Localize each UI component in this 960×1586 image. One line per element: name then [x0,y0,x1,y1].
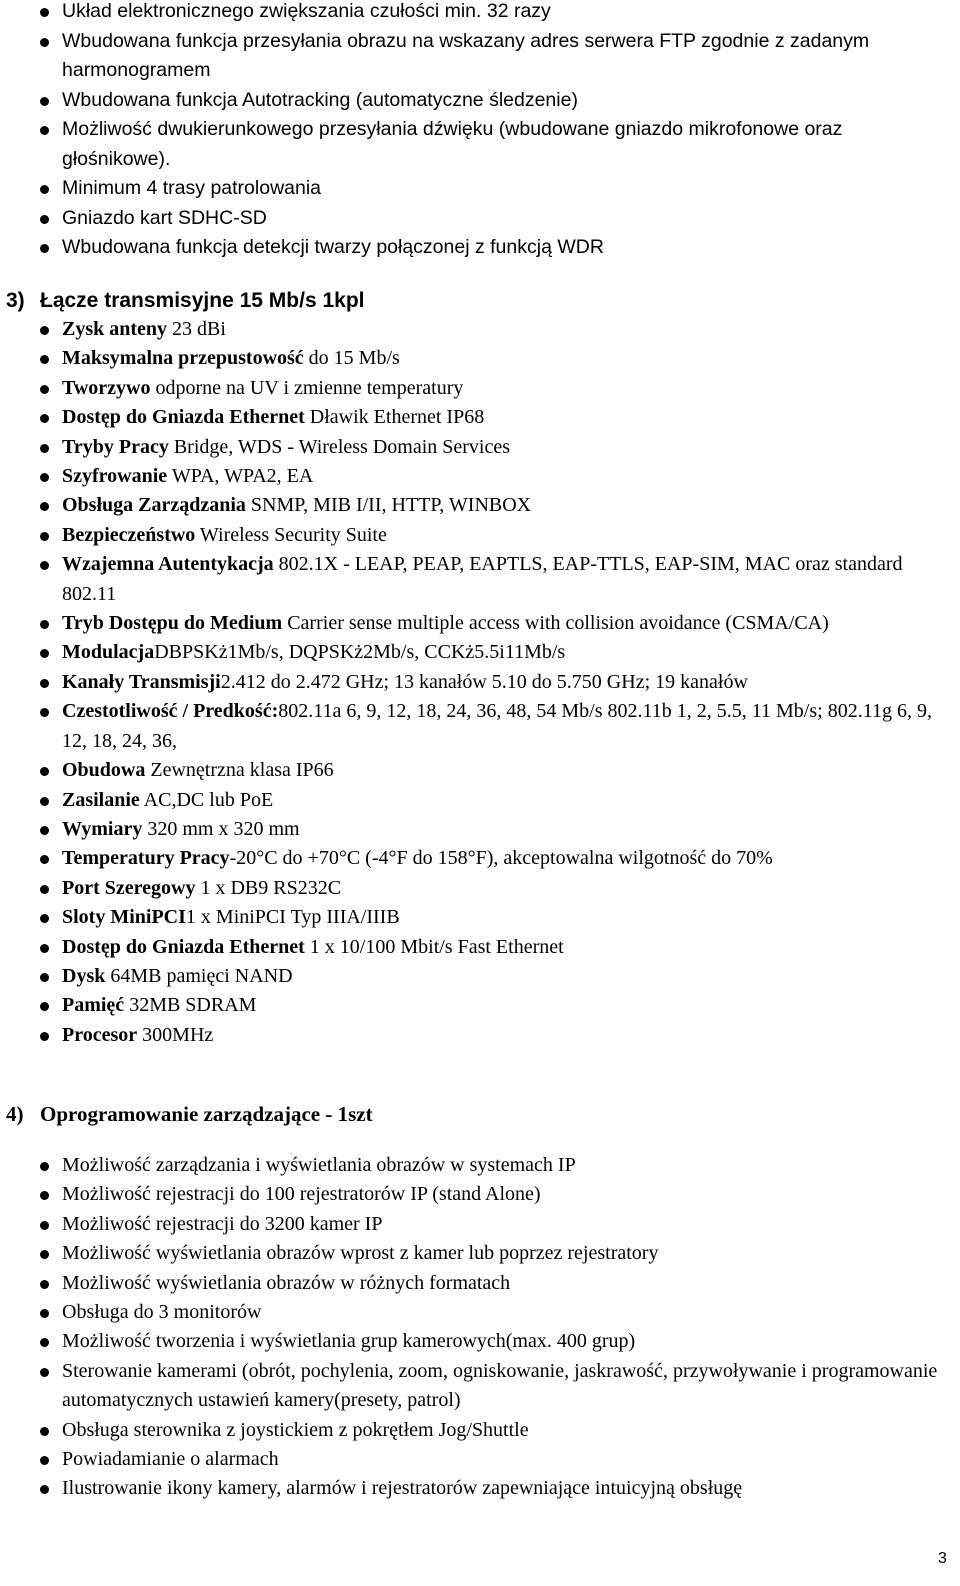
bullet-icon [40,8,49,17]
item-text: Możliwość wyświetlania obrazów w różnych formatach [62,1271,511,1294]
spec-item [0,550,960,609]
spec-value: Zewnętrzna klasa IP66 [145,759,334,782]
bullet-icon [40,1250,49,1259]
section-number: 4) [6,1102,24,1126]
list-item [0,204,960,234]
bullet-icon [40,385,49,394]
bullet-icon [40,244,49,253]
bullet-icon [40,215,49,224]
spec-value: 320 mm x 320 mm [142,817,300,840]
spec-value: 1 x MiniPCI Typ IIIA/IIIB [185,906,400,929]
list-item [0,1445,960,1474]
spec-label: Dostęp do Gniazda Ethernet [62,935,305,958]
spec-label: Bezpieczeństwo [62,523,196,546]
bullet-icon [40,620,49,629]
spec-label: Obsługa Zarządzania [62,494,246,517]
list-item [0,1180,960,1209]
spec-value: AC,DC lub PoE [139,788,274,811]
spec-item [0,962,960,991]
list-item [0,86,960,116]
item-text: Gniazdo kart SDHC-SD [62,206,267,229]
spec-item [0,815,960,844]
list-item [0,27,960,86]
spec-value: 802.11a 6, 9, 12, 18, 24, 36, 48, 54 Mb/s 802.11b 1, 2, 5.5, 11 Mb/s; 802.11g 6, 9, 12, 18, 24, 36, [62,700,932,752]
spec-label: Wymiary [62,817,143,840]
bullet-icon [40,355,49,364]
bullet-icon [40,1456,49,1465]
spec-item [0,697,960,756]
spec-label: Wzajemna Autentykacja [62,553,274,576]
item-text: Możliwość zarządzania i wyświetlania obrazów w systemach IP [62,1154,576,1176]
spec-item [0,403,960,432]
bullet-icon [40,126,49,135]
bullet-icon [40,532,49,541]
item-text: Powiadamianie o alarmach [62,1448,279,1471]
spec-label: Port Szeregowy [62,876,196,899]
item-text: Możliwość rejestracji do 100 rejestratorów IP (stand Alone) [62,1183,541,1206]
spec-item [0,1021,960,1050]
spec-item [0,609,960,638]
item-text: Ilustrowanie ikony kamery, alarmów i rejestratorów zapewniające intuicyjną obsługę [62,1477,743,1500]
list-item [0,1327,960,1356]
bullet-icon [40,885,49,894]
bullet-icon [40,679,49,688]
list-item [0,1298,960,1327]
bullet-icon [40,1162,49,1171]
spec-item [0,903,960,932]
transmission-specs-list [0,315,960,1050]
spec-value: 23 dBi [167,318,226,340]
bullet-icon [40,502,49,511]
bullet-icon [40,185,49,194]
spec-value: odporne na UV i zmienne temperatury [150,376,464,399]
spec-label: Dostęp do Gniazda Ethernet [62,406,305,429]
list-item [0,1474,960,1503]
list-item [0,233,960,263]
item-text: Sterowanie kamerami (obrót, pochylenia, zoom, ogniskowanie, jaskrawość, przywoływanie i programowanie automatycznych ustawień kamery(presety, patrol) [62,1359,938,1412]
bullet-icon [40,38,49,47]
spec-value: DBPSKż1Mb/s, DQPSKż2Mb/s, CCKż5.5i11Mb/s [154,641,566,664]
item-text: Minimum 4 trasy patrolowania [62,177,322,199]
bullet-icon [40,649,49,658]
spec-value: Wireless Security Suite [195,523,387,546]
spec-value: 32MB SDRAM [124,994,257,1017]
spec-value: -20°C do +70°C (-4°F do 158°F), akceptowalna wilgotność do 70% [229,847,773,870]
spec-value: 1 x DB9 RS232C [195,876,342,899]
section-number: 3) [6,289,25,312]
spec-value: 2.412 do 2.472 GHz; 13 kanałów 5.10 do 5.750 GHz; 19 kanałów [220,670,748,693]
item-text: Wbudowana funkcja Autotracking (automatyczne śledzenie) [62,88,578,111]
list-item [0,1239,960,1268]
spec-label: Temperatury Pracy [62,847,230,870]
spec-item [0,315,960,344]
spec-item [0,844,960,873]
bullet-icon [40,914,49,923]
bullet-icon [40,1427,49,1436]
item-text: Możliwość wyświetlania obrazów wprost z kamer lub poprzez rejestratory [62,1242,659,1265]
bullet-icon [40,414,49,423]
spec-item [0,756,960,785]
spec-item [0,433,960,462]
bullet-icon [40,97,49,106]
spec-label: Modulacja [62,641,155,664]
spec-item [0,638,960,667]
bullet-icon [40,1191,49,1200]
spec-item [0,462,960,491]
spec-item [0,668,960,697]
spec-item [0,874,960,903]
spec-label: Kanały Transmisji [62,670,221,693]
spec-item [0,344,960,373]
spec-label: Maksymalna przepustowość [62,347,304,370]
section-title: Łącze transmisyjne 15 Mb/s 1kpl [40,289,365,312]
spec-value: WPA, WPA2, EA [167,465,314,488]
spec-label: Szyfrowanie [62,465,168,488]
list-item [0,1269,960,1298]
bullet-icon [40,326,49,335]
bullet-icon [40,708,49,717]
item-text: Wbudowana funkcja przesyłania obrazu na wskazany adres serwera FTP zgodnie z zadanym harmonogramem [62,29,870,81]
camera-features-list [0,0,960,263]
item-text: Obsługa do 3 monitorów [62,1301,262,1324]
spec-value: do 15 Mb/s [303,347,400,370]
spec-label: Sloty MiniPCI [62,906,186,929]
spec-label: Tryby Pracy [62,435,169,458]
bullet-icon [40,855,49,864]
bullet-icon [40,797,49,806]
list-item [0,1210,960,1239]
spec-label: Tryb Dostępu do Medium [62,612,283,635]
list-item [0,1416,960,1445]
spec-label: Zasilanie [62,788,140,811]
spec-label: Zysk anteny [62,318,168,340]
bullet-icon [40,944,49,953]
item-text: Wbudowana funkcja detekcji twarzy połączonej z funkcją WDR [62,236,604,258]
spec-value: SNMP, MIB I/II, HTTP, WINBOX [245,494,532,517]
spec-value: Bridge, WDS - Wireless Domain Services [168,435,510,458]
spec-item [0,991,960,1020]
item-text: Możliwość dwukierunkowego przesyłania dźwięku (wbudowane gniazdo mikrofonowe oraz głośnikowe). [62,118,843,170]
bullet-icon [40,1032,49,1041]
page-number: 3 [938,1550,947,1567]
spec-label: Tworzywo [62,376,151,399]
item-text: Możliwość tworzenia i wyświetlania grup kamerowych(max. 400 grup) [62,1330,636,1353]
item-text: Możliwość rejestracji do 3200 kamer IP [62,1212,383,1235]
list-item [0,0,960,27]
bullet-icon [40,767,49,776]
spec-value: 64MB pamięci NAND [105,964,293,987]
bullet-icon [40,1221,49,1230]
list-item [0,115,960,174]
spec-item [0,491,960,520]
spec-label: Pamięć [62,994,125,1017]
bullet-icon [40,826,49,835]
bullet-icon [40,973,49,982]
spec-value: 802.1X - LEAP, PEAP, EAPTLS, EAP-TTLS, EAP-SIM, MAC oraz standard 802.11 [62,553,903,605]
bullet-icon [40,1002,49,1011]
list-item [0,174,960,204]
bullet-icon [40,561,49,570]
spec-value: Dławik Ethernet IP68 [304,406,485,429]
spec-item [0,933,960,962]
bullet-icon [40,1280,49,1289]
spec-label: Procesor [62,1023,138,1046]
list-item [0,1151,960,1180]
bullet-icon [40,1485,49,1494]
spec-label: Czestotliwość / Predkość: [62,700,279,723]
spec-item [0,521,960,550]
bullet-icon [40,1309,49,1318]
spec-item [0,374,960,403]
spec-item [0,786,960,815]
spec-value: 300MHz [137,1023,214,1046]
section-title: Oprogramowanie zarządzające - 1szt [40,1102,373,1126]
spec-label: Dysk [62,964,106,987]
item-text: Obsługa sterownika z joystickiem z pokrętłem Jog/Shuttle [62,1418,529,1441]
spec-value: 1 x 10/100 Mbit/s Fast Ethernet [304,935,564,958]
bullet-icon [40,444,49,453]
bullet-icon [40,1368,49,1377]
bullet-icon [40,1338,49,1347]
spec-label: Obudowa [62,759,146,782]
bullet-icon [40,473,49,482]
list-item [0,1357,960,1416]
spec-value: Carrier sense multiple access with collision avoidance (CSMA/CA) [282,612,829,635]
item-text: Układ elektronicznego zwiększania czułości min. 32 razy [62,0,551,22]
software-features-list [0,1151,960,1504]
